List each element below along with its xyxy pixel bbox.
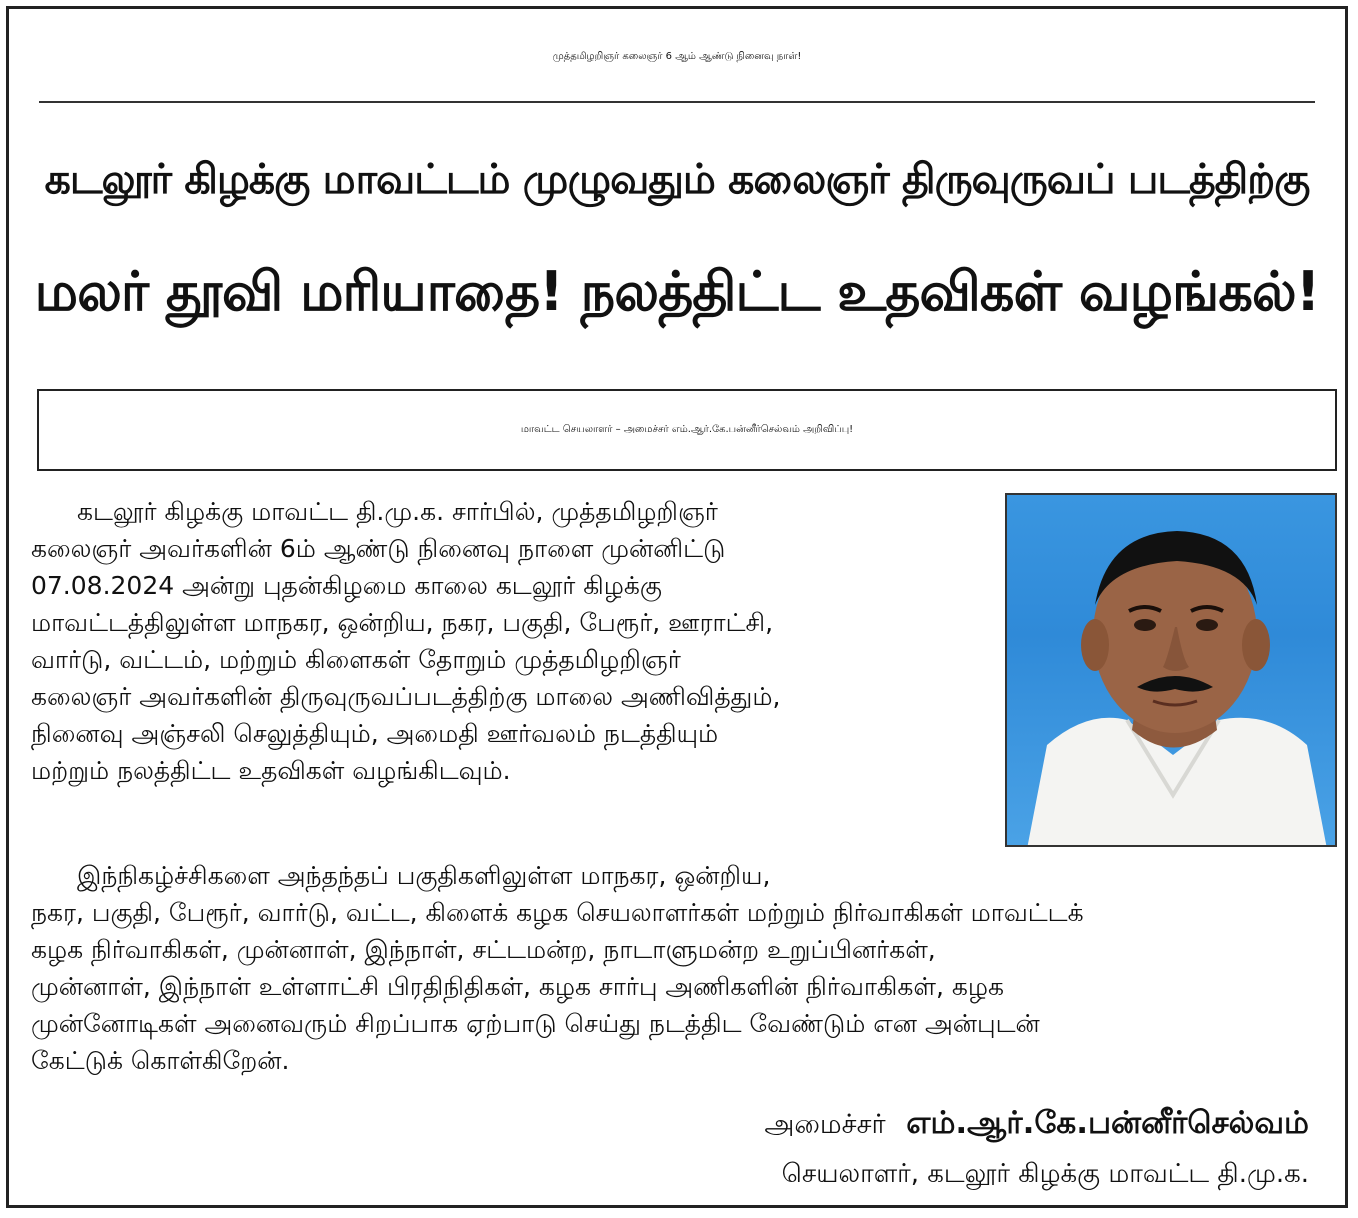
body-line: முன்னாள், இந்நாள் உள்ளாட்சி பிரதிநிதிகள், கழக சார்பு அணிகளின் நிர்வாகிகள், கழக	[31, 972, 1004, 1001]
body-line: கடலூர் கிழக்கு மாவட்ட தி.மு.க. சார்பில், முத்தமிழறிஞர்	[77, 497, 718, 526]
body-paragraph-1	[31, 493, 987, 789]
body-paragraph-2	[31, 857, 1341, 1079]
body-line: முன்னோடிகள் அனைவரும் சிறப்பாக ஏற்பாடு செய்து நடத்திட வேண்டும் என அன்புடன்	[31, 1009, 1040, 1038]
subheading-text: மாவட்ட செயலாளர் – அமைச்சர் எம்.ஆர்.கே.பன்னீர்செல்வம் அறிவிப்பு!	[520, 424, 854, 435]
signature-title: அமைச்சர்	[764, 1109, 886, 1140]
body-line: மாவட்டத்திலுள்ள மாநகர, ஒன்றிய, நகர, பகுதி, பேரூர், ஊராட்சி,	[31, 608, 774, 637]
headline-line-2: மலர் தூவி மரியாதை! நலத்திட்ட உதவிகள் வழங்கல்!	[34, 260, 1320, 323]
headline-line-1: கடலூர் கிழக்கு மாவட்டம் முழுவதும் கலைஞர் திருவுருவப் படத்திற்கு	[44, 155, 1310, 203]
body-line: கலைஞர் அவர்களின் 6ம் ஆண்டு நினைவு நாளை முன்னிட்டு	[31, 534, 726, 563]
body-line: நகர, பகுதி, பேரூர், வார்டு, வட்ட, கிளைக் கழக செயலாளர்கள் மற்றும் நிர்வாகிகள் மாவட்டக்	[31, 898, 1084, 927]
body-line: வார்டு, வட்டம், மற்றும் கிளைகள் தோறும் முத்தமிழறிஞர்	[31, 645, 681, 674]
body-line: கலைஞர் அவர்களின் திருவுருவப்படத்திற்கு மாலை அணிவித்தும்,	[31, 682, 781, 711]
header-title: முத்தமிழறிஞர் கலைஞர் 6 ஆம் ஆண்டு நினைவு நாள்!	[552, 51, 802, 62]
signature-name: எம்.ஆர்.கே.பன்னீர்செல்வம்	[906, 1105, 1309, 1141]
portrait-photo	[1005, 493, 1337, 847]
body-line: 07.08.2024 அன்று புதன்கிழமை காலை கடலூர் கிழக்கு	[31, 571, 662, 600]
body-line: மற்றும் நலத்திட்ட உதவிகள் வழங்கிடவும்.	[31, 756, 511, 785]
body-line: இந்நிகழ்ச்சிகளை அந்தந்தப் பகுதிகளிலுள்ள மாநகர, ஒன்றிய,	[77, 861, 771, 890]
body-line: கேட்டுக் கொள்கிறேன்.	[31, 1046, 290, 1075]
signature-line	[764, 1105, 1309, 1145]
notice-frame	[6, 6, 1348, 1208]
header-divider	[39, 101, 1315, 103]
portrait-illustration	[1007, 495, 1337, 847]
subheading-box	[37, 389, 1337, 471]
body-line: நினைவு அஞ்சலி செலுத்தியும், அமைதி ஊர்வலம் நடத்தியும்	[31, 719, 719, 748]
body-line: கழக நிர்வாகிகள், முன்னாள், இந்நாள், சட்டமன்ற, நாடாளுமன்ற உறுப்பினர்கள்,	[31, 935, 936, 964]
signature-designation: செயலாளர், கடலூர் கிழக்கு மாவட்ட தி.மு.க.	[781, 1159, 1309, 1189]
